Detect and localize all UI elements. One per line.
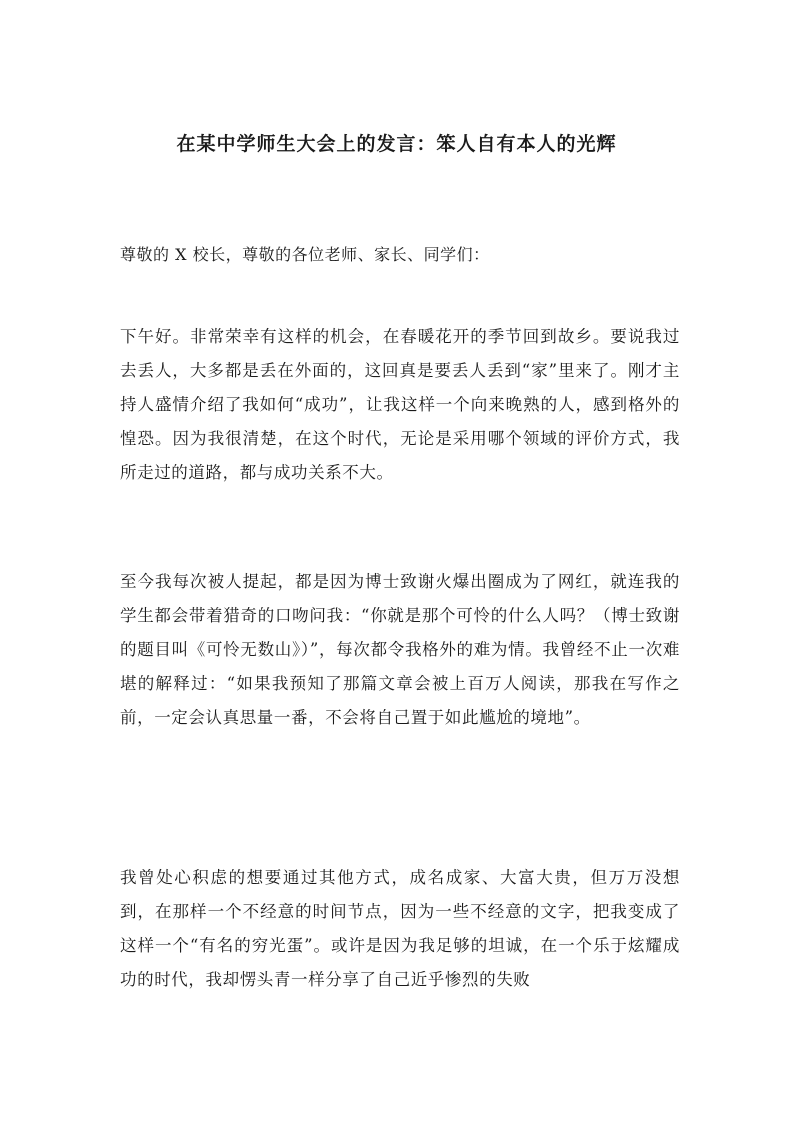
paragraph: 至今我每次被人提起，都是因为博士致谢火爆出圈成为了网红，就连我的学生都会带着猎奇的口吻问我：“你就是那个可怜的什么人吗？（博士致谢的题目叫《可怜无数山》）”，每次都令我格外的难为情。我曾经不止一次难堪的解释过：“如果我预知了那篇文章会被上百万人阅读，那我在写作之前，一定会认真思量一番，不会将自己置于如此尴尬的境地”。: [120, 572, 680, 727]
document-title: 在某中学师生大会上的发言：笨人自有本人的光辉: [176, 133, 617, 155]
paragraph: 下午好。非常荣幸有这样的机会，在春暖花开的季节回到故乡。要说我过去丢人，大多都是丢在外面的，这回真是要丢人丢到“家”里来了。刚才主持人盛情介绍了我如何“成功”，让我这样一个向来晚熟的人，感到格外的惶恐。因为我很清楚，在这个时代，无论是采用哪个领域的评价方式，我所走过的道路，都与成功关系不大。: [120, 327, 680, 482]
paragraph: 我曾处心积虑的想要通过其他方式，成名成家、大富大贵，但万万没想到，在那样一个不经意的时间节点，因为一些不经意的文字，把我变成了这样一个“有名的穷光蛋”。或许是因为我足够的坦诚，在一个乐于炫耀成功的时代，我却愣头青一样分享了自己近乎惨烈的失败: [120, 868, 680, 989]
salutation: 尊敬的 X 校长，尊敬的各位老师、家长、同学们：: [120, 245, 490, 264]
